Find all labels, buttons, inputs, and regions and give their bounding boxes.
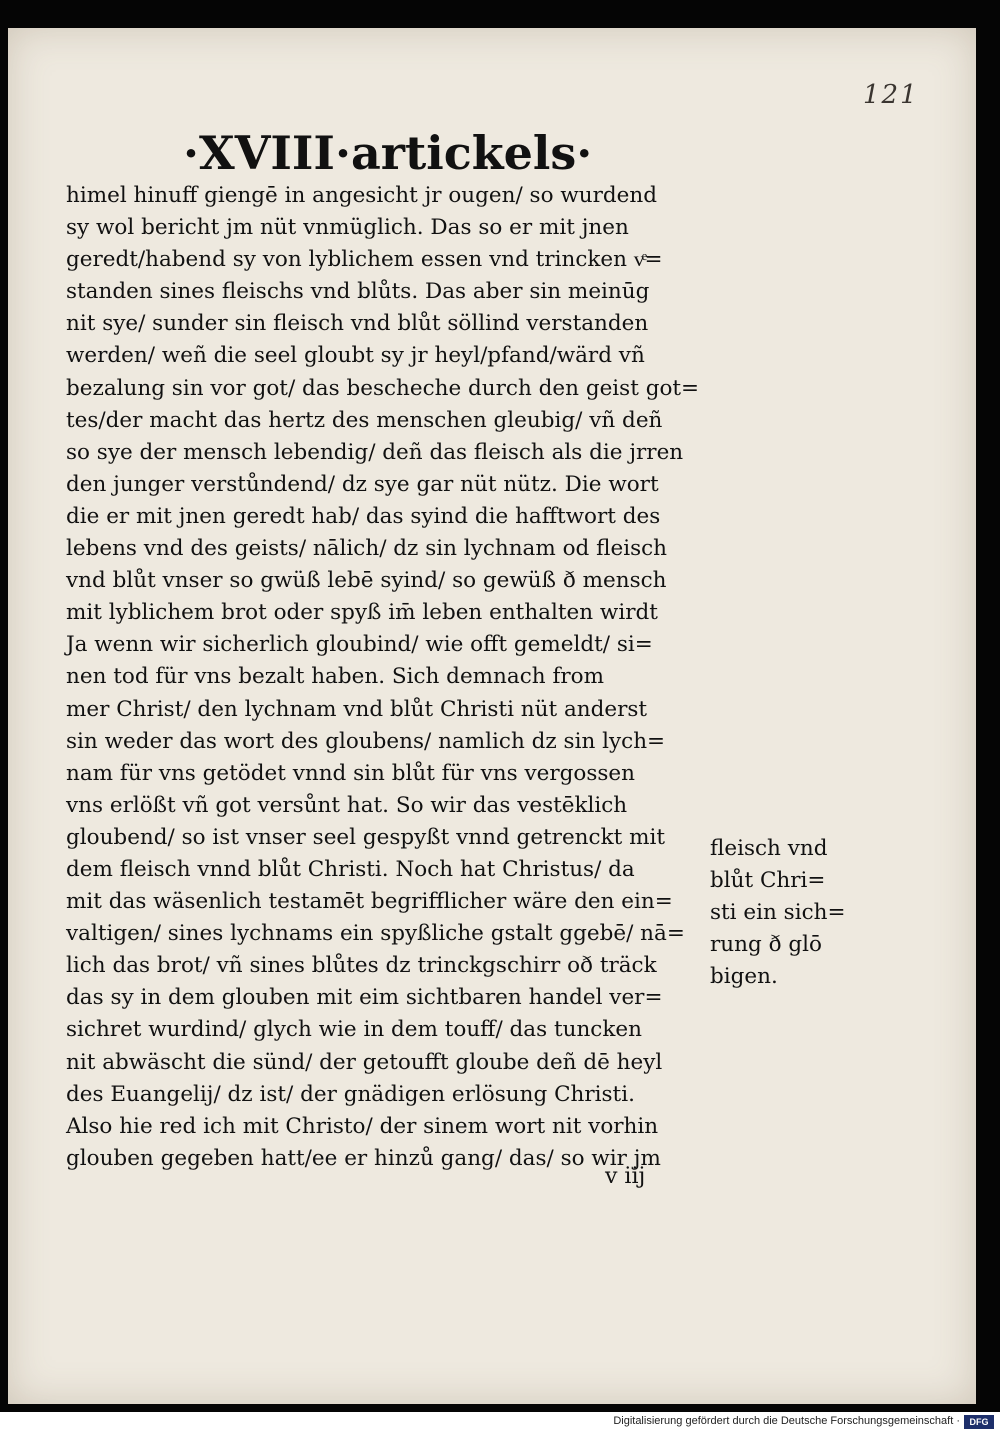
text-line: Ja wenn wir sicherlich gloubind/ wie offt gemeldt/ si=: [66, 632, 653, 658]
margin-note-line: fleisch vnd: [710, 836, 828, 861]
text-line: nen tod für vns bezalt haben. Sich demnach from: [66, 664, 605, 690]
text-line: vns erlößt vñ got versůnt hat. So wir das vestēklich: [66, 792, 628, 818]
text-line: valtigen/ sines lychnams ein spyßliche gstalt ggebē/ nā=: [66, 921, 685, 947]
text-line: dem fleisch vnnd blůt Christi. Noch hat Christus/ da: [66, 856, 635, 882]
text-line: gloubend/ so ist vnser seel gespyßt vnnd getrenckt mit: [66, 824, 665, 850]
text-line: mit das wäsenlich testamēt begrifflicher wäre den ein=: [66, 889, 673, 915]
margin-note-line: rung ð glō: [710, 932, 822, 957]
margin-note-line: blůt Chri=: [710, 868, 826, 893]
funding-credit: Digitalisierung gefördert durch die Deutsche Forschungsgemeinschaft ·: [613, 1415, 960, 1427]
text-line: das sy in dem glouben mit eim sichtbaren handel ver=: [66, 985, 663, 1011]
text-line: mit lyblichem brot oder spyß im̄ leben enthalten wirdt: [66, 600, 658, 626]
text-line: sy wol bericht jm nüt vnmüglich. Das so er mit jnen: [66, 215, 629, 241]
footer-bar: [0, 1412, 1000, 1434]
text-line: mer Christ/ den lychnam vnd blůt Christi nüt anderst: [66, 696, 648, 722]
book-page: [8, 28, 976, 1404]
folio-number: 121: [863, 80, 919, 110]
body-text: [66, 180, 716, 1175]
page-header: ·XVIII·artickels·: [183, 126, 593, 180]
signature-mark: v iij: [605, 1164, 646, 1189]
text-line: vnd blůt vnser so gwüß lebē syind/ so gewüß ð mensch: [66, 568, 667, 594]
text-line: glouben gegeben hatt/ee er hinzů gang/ das/ so wir jm: [66, 1145, 661, 1171]
text-line: tes/der macht das hertz des menschen gleubig/ vñ deñ: [66, 407, 663, 433]
dfg-logo: DFG: [964, 1415, 994, 1429]
text-line: nit abwäscht die sünd/ der getoufft gloube deñ dē heyl: [66, 1049, 663, 1075]
margin-note: [710, 833, 850, 993]
text-line: des Euangelij/ dz ist/ der gnädigen erlösung Christi.: [66, 1081, 635, 1107]
text-line: nit sye/ sunder sin fleisch vnd blůt söllind verstanden: [66, 311, 649, 337]
text-line: lebens vnd des geists/ nālich/ dz sin lychnam od fleisch: [66, 536, 667, 562]
text-line: himel hinuff giengē in angesicht jr ougen/ so wurdend: [66, 183, 657, 208]
text-line: so sye der mensch lebendig/ deñ das fleisch als die jrren: [66, 439, 684, 465]
text-line: Also hie red ich mit Christo/ der sinem wort nit vorhin: [66, 1113, 659, 1139]
text-line: die er mit jnen geredt hab/ das syind die hafftwort des: [66, 503, 661, 529]
text-line: lich das brot/ vñ sines blůtes dz trinckgschirr oð träck: [66, 953, 657, 979]
text-line: standen sines fleischs vnd blůts. Das aber sin meinūg: [66, 279, 650, 305]
margin-note-line: bigen.: [710, 964, 778, 989]
text-line: geredt/habend sy von lyblichem essen vnd trincken vͤ=: [66, 247, 663, 273]
text-line: den junger verstůndend/ dz sye gar nüt nütz. Die wort: [66, 471, 659, 497]
text-line: bezalung sin vor got/ das bescheche durch den geist got=: [66, 375, 700, 401]
margin-note-line: sti ein sich=: [710, 900, 846, 925]
text-line: werden/ weñ die seel gloubt sy jr heyl/pfand/wärd vñ: [66, 343, 645, 369]
text-line: sin weder das wort des gloubens/ namlich dz sin lych=: [66, 728, 666, 754]
text-line: sichret wurdind/ glych wie in dem touff/ das tuncken: [66, 1017, 642, 1043]
text-line: nam für vns getödet vnnd sin blůt für vns vergossen: [66, 760, 635, 786]
